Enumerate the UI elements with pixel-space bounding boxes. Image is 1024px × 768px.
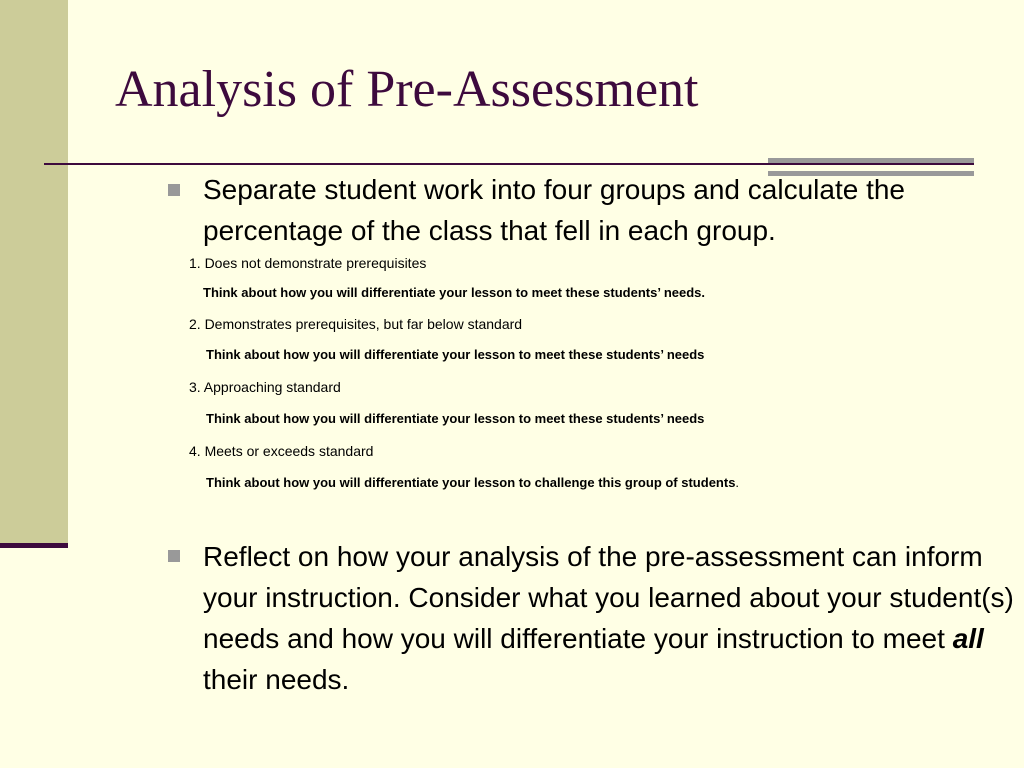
group-4-note [206,475,739,490]
decorative-bar-top [768,158,974,163]
title-divider [44,163,974,165]
reflect-text-before: Reflect on how your analysis of the pre-assessment can inform your instruction. Consider what you learned about your student(s) needs and how you will differentiate your instruction to meet [203,541,1014,654]
group-2-note: Think about how you will differentiate your lesson to meet these students’ needs [206,347,705,362]
bullet-square-icon [168,550,180,562]
group-4-note-text: Think about how you will differentiate your lesson to challenge this group of students [206,475,736,490]
slide-title: Analysis of Pre-Assessment [115,61,699,118]
group-2-label: 2. Demonstrates prerequisites, but far below standard [189,316,523,332]
group-1-note: Think about how you will differentiate your lesson to meet these students’ needs. [203,285,706,300]
group-3-note: Think about how you will differentiate your lesson to meet these students’ needs [206,411,705,426]
left-accent-line [0,543,68,548]
bullet-text-separate: Separate student work into four groups and calculate the percentage of the class that fell in each group. [203,174,905,246]
group-4-note-period: . [735,475,740,490]
group-3-label: 3. Approaching standard [189,379,341,395]
bullet-square-icon [168,184,180,196]
reflect-text-after: their needs. [203,664,350,695]
left-sidebar-band [0,0,68,546]
bullet-text-reflect [203,536,1018,700]
group-4-label: 4. Meets or exceeds standard [189,443,374,459]
group-1-label: 1. Does not demonstrate prerequisites [189,255,427,271]
reflect-emphasis: all [952,623,984,654]
